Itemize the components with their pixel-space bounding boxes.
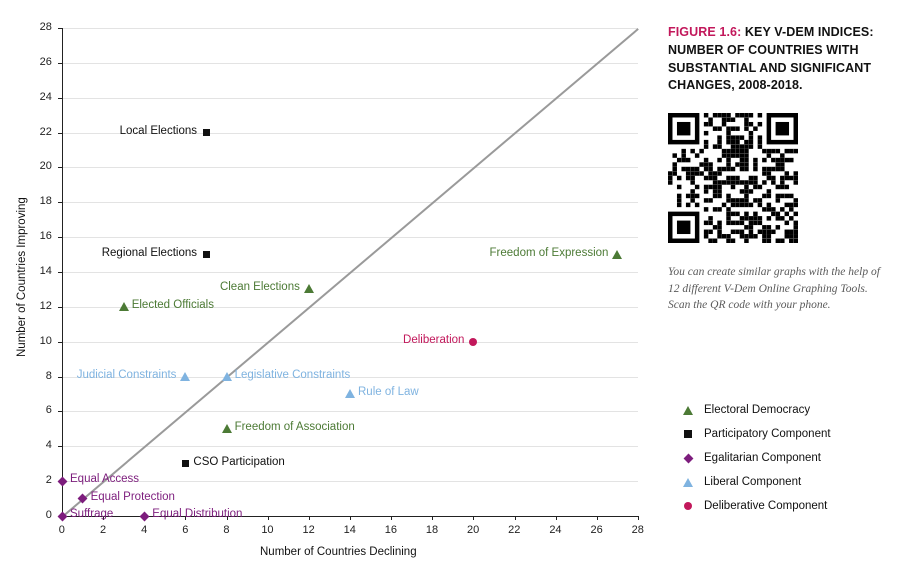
x-tick-label: 24 [549, 524, 562, 536]
data-point[interactable] [180, 372, 190, 381]
gridline [62, 411, 638, 412]
y-axis [62, 28, 63, 516]
y-tick-label: 18 [39, 195, 52, 208]
legend-marker-icon [680, 406, 696, 415]
y-tick-label: 12 [39, 299, 52, 312]
y-tick-label: 14 [39, 265, 52, 277]
y-tick-label: 2 [45, 474, 52, 487]
y-tick-label: 20 [39, 160, 52, 173]
gridline [62, 98, 638, 99]
legend-marker-icon [680, 430, 696, 438]
x-tick-label: 10 [261, 524, 274, 536]
legend-marker-icon [680, 502, 696, 510]
figure-title [668, 24, 913, 95]
y-axis-title: Number of Countries Improving [16, 197, 28, 357]
data-point[interactable] [222, 372, 232, 381]
data-point[interactable] [203, 129, 210, 136]
legend-item[interactable] [680, 398, 910, 422]
legend-label: Electoral Democracy [704, 404, 811, 416]
point-label: CSO Participation [193, 455, 285, 468]
gridline [62, 63, 638, 64]
legend-item[interactable] [680, 446, 910, 470]
point-label: Elected Officials [131, 298, 214, 311]
data-point[interactable] [119, 302, 129, 311]
x-tick-label: 8 [223, 524, 230, 536]
qr-code[interactable] [668, 113, 798, 243]
y-tick-label: 6 [45, 404, 52, 417]
figure-number: FIGURE 1.6: [668, 25, 742, 39]
figure-title-text: KEY V-DEM INDICES: NUMBER OF COUNTRIES WITH SUBSTANTIAL AND SIGNIFICANT CHANGES, 2008-2018. [668, 25, 874, 93]
point-label: Equal Protection [90, 490, 175, 503]
x-tick-label: 6 [182, 524, 189, 536]
gridline [62, 28, 638, 29]
x-tick-label: 22 [508, 524, 521, 536]
x-tick-label: 18 [425, 524, 439, 536]
y-tick-label: 10 [39, 334, 52, 347]
point-label: Clean Elections [219, 281, 300, 294]
x-tick-label: 2 [99, 524, 107, 536]
y-tick-label: 22 [39, 125, 52, 138]
data-point[interactable] [203, 251, 210, 258]
data-point[interactable] [345, 389, 355, 398]
gridline [62, 202, 638, 203]
point-label: Judicial Constraints [76, 368, 177, 381]
data-point[interactable] [469, 338, 477, 346]
point-label: Suffrage [70, 508, 114, 520]
point-label: Local Elections [119, 124, 197, 137]
data-point[interactable] [304, 284, 314, 293]
legend-marker-icon [680, 478, 696, 487]
legend-label: Liberal Component [704, 476, 802, 488]
point-label: Freedom of Expression [489, 246, 609, 259]
y-tick-label: 24 [39, 90, 52, 103]
x-tick-label: 14 [343, 524, 356, 536]
data-point[interactable] [57, 476, 67, 486]
chart-legend [680, 398, 910, 518]
data-point[interactable] [222, 424, 232, 433]
point-label: Equal Access [70, 473, 140, 486]
x-tick-label: 20 [467, 524, 480, 536]
y-tick-label: 28 [39, 21, 52, 33]
y-tick-label: 16 [39, 230, 52, 243]
figure-sidebar [668, 24, 913, 314]
legend-item[interactable] [680, 422, 910, 446]
x-axis-title: Number of Countries Declining [260, 546, 417, 558]
data-point[interactable] [182, 460, 189, 467]
point-label: Deliberation [403, 333, 465, 346]
y-tick-label: 26 [39, 55, 52, 68]
gridline [62, 446, 638, 447]
x-tick-label: 12 [302, 524, 315, 536]
legend-label: Egalitarian Component [704, 452, 821, 464]
legend-item[interactable] [680, 494, 910, 518]
gridline [62, 237, 638, 238]
data-point[interactable] [612, 250, 622, 259]
point-label: Rule of Law [358, 386, 419, 398]
gridline [62, 481, 638, 482]
x-tick-label: 4 [141, 524, 148, 536]
y-tick-label: 0 [45, 509, 52, 521]
legend-label: Participatory Component [704, 428, 831, 440]
legend-item[interactable] [680, 470, 910, 494]
x-tick-label: 16 [384, 524, 397, 536]
x-tick-label: 0 [58, 524, 65, 536]
point-label: Legislative Constraints [234, 368, 351, 381]
legend-marker-icon [680, 455, 696, 462]
data-point[interactable] [139, 511, 149, 521]
point-label: Equal Distribution [152, 508, 243, 520]
x-tick-mark [638, 516, 639, 520]
gridline [62, 167, 638, 168]
y-tick-label: 8 [45, 369, 52, 382]
x-tick-label: 28 [631, 524, 644, 536]
x-tick-label: 26 [590, 524, 603, 536]
point-label: Regional Elections [101, 246, 197, 259]
y-tick-label: 4 [45, 439, 52, 452]
legend-label: Deliberative Component [704, 500, 828, 512]
qr-note: You can create similar graphs with the help of 12 different V-Dem Online Graphing Tools. Scan the QR code with your phone. [668, 266, 880, 312]
point-label: Freedom of Association [234, 420, 355, 433]
